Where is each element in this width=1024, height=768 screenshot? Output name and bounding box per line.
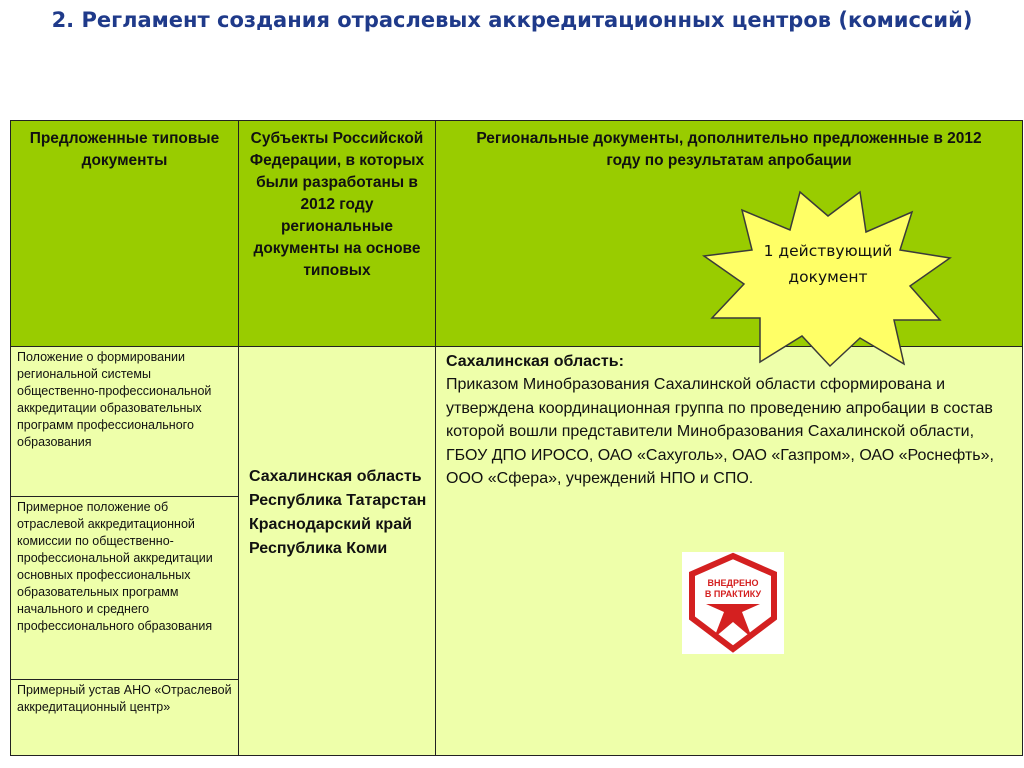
subject-item: Сахалинская область [249,468,422,485]
regional-text: Приказом Минобразования Сахалинской области сформирована и утверждена координационная группа по проведению апробации в состав которой вошли представители Минобразования Сахалинской области, ГБОУ ДПО ИРОСО, ОАО «Сахуголь», ОАО «Газпром», ОАО «Роснефть», ООО «Сфера», учреждений НПО и СПО. [446,376,994,487]
header-regional: Региональные документы, дополнительно предложенные в 2012 году по результатам апробации [476,130,982,169]
document-text: Примерный устав АНО «Отраслевой аккредитационный центр» [17,683,232,714]
header-subjects: Субъекты Российской Федерации, в которых были разработаны в 2012 году региональные документы на основе типовых [249,130,425,279]
document-text: Положение о формировании региональной системы общественно-профессиональной аккредитации образовательных программ профессионального образования [17,350,212,449]
header-cell-subjects [239,121,436,347]
badge-icon [682,552,784,654]
header-cell-documents [11,121,239,347]
document-row [11,347,239,497]
subject-item: Краснодарский край [249,516,412,533]
regional-cell [436,347,1022,755]
header-documents: Предложенные типовые документы [29,130,220,169]
document-row [11,680,239,755]
slide-title: 2. Регламент создания отраслевых аккредитационных центров (комиссий) [51,8,973,32]
callout-text: 1 действующий документ [763,242,893,286]
regional-heading: Сахалинская область: [446,353,624,370]
stamp-line1: ВНЕДРЕНО [707,578,759,588]
document-row [11,497,239,680]
document-text: Примерное положение об отраслевой аккредитационной комиссии по общественно-профессиональной аккредитации основных профессиональных образовательных программ начального и среднего профессионального образования [17,500,213,633]
subject-item: Республика Коми [249,540,388,557]
subject-item: Республика Татарстан [249,492,427,509]
subjects-list [249,465,426,561]
stamp-line2: В ПРАКТИКУ [704,589,762,599]
subjects-cell [239,347,436,755]
